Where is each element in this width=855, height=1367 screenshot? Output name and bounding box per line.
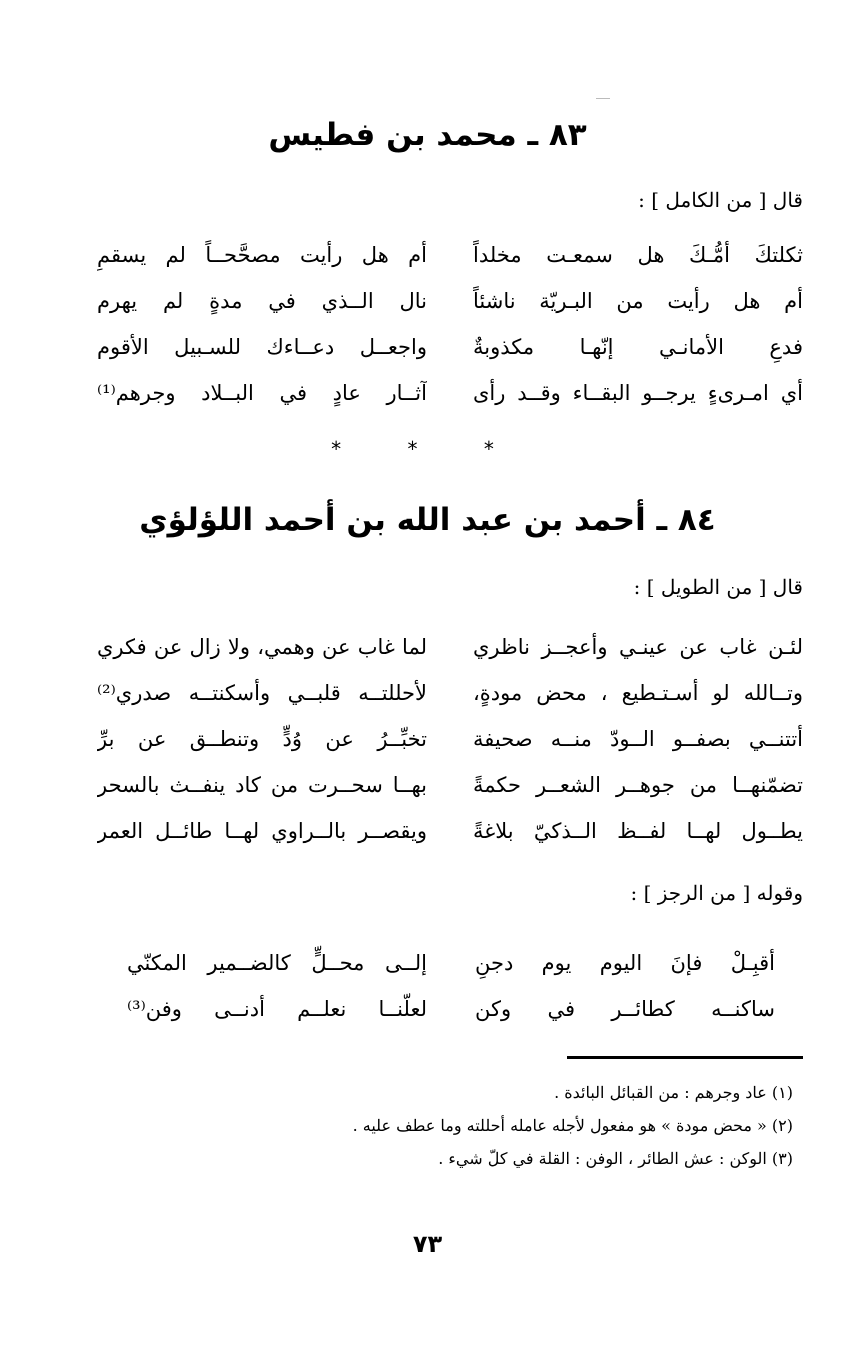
footnote-rule bbox=[567, 1056, 803, 1059]
hemistich-second: واجعــل دعــاءك للسـبيل الأقوم bbox=[97, 335, 427, 359]
section-separator: * * * bbox=[331, 437, 524, 461]
hemistich-first: أتتنــي بصفــو الــودّ منــه صحيفة bbox=[473, 727, 803, 751]
poem-83 bbox=[0, 232, 855, 416]
hemistich-second: تخبِّــرُ عن وُدٍّ وتنطــق عن برِّ bbox=[97, 727, 427, 751]
footnote: (٣) الوكن : عش الطائر ، الوفن : القلة في كلّ شيء . bbox=[438, 1149, 793, 1168]
hemistich-first: وتــالله لو أسـتـطيع ، محض مودةٍ، bbox=[473, 681, 803, 705]
footnote: (٢) « محض مودة » هو مفعول لأجله عامله أحللته وما عطف عليه . bbox=[352, 1116, 793, 1135]
verse bbox=[0, 324, 855, 370]
top-mark bbox=[596, 98, 610, 99]
verse bbox=[0, 986, 855, 1032]
hemistich-second: لما غاب عن وهمي، ولا زال عن فكري bbox=[97, 635, 427, 659]
verse bbox=[0, 370, 855, 416]
hemistich-second: أم هل رأيت مصحَّحــاً لم يسقمِ bbox=[97, 243, 427, 267]
hemistich-second: بهــا سحــرت من كاد ينفــث بالسحر bbox=[97, 773, 427, 797]
verse bbox=[0, 624, 855, 670]
verse bbox=[0, 670, 855, 716]
hemistich-second: نال الــذي في مدةٍ لم يهرم bbox=[97, 289, 427, 313]
hemistich-second: إلــى محــلٍّ كالضــمير المكنّي bbox=[127, 951, 427, 975]
hemistich-second: لعلّنــا نعلــم أدنــى وفن⁽³⁾ bbox=[127, 997, 427, 1021]
page-number: ٧٣ bbox=[412, 1230, 443, 1258]
hemistich-second: ويقصــر بالــراوي لهــا طائــل العمر bbox=[97, 819, 427, 843]
verse bbox=[0, 940, 855, 986]
hemistich-first: لئـن غاب عن عينـي وأعجــز ناظري bbox=[473, 635, 803, 659]
poem-84-rajaz bbox=[0, 940, 855, 1032]
poem-84-tawil bbox=[0, 624, 855, 854]
verse bbox=[0, 716, 855, 762]
hemistich-first: ثكلتكَ أمُّـكَ هل سمعـت مخلداً bbox=[473, 243, 803, 267]
section-heading-83: ٨٣ ـ محمد بن فطيس bbox=[268, 117, 587, 153]
meter-intro-kamil: قال [ من الكامل ] : bbox=[638, 188, 803, 212]
hemistich-second: لأحللتــه قلبــي وأسكنتــه صدري⁽²⁾ bbox=[97, 681, 427, 705]
hemistich-first: أي امـرىءٍ يرجــو البقــاء وقــد رأى bbox=[473, 381, 803, 405]
verse bbox=[0, 762, 855, 808]
verse bbox=[0, 808, 855, 854]
hemistich-first: يطــول لهــا لفــظ الــذكيّ بلاغةً bbox=[473, 819, 803, 843]
verse bbox=[0, 278, 855, 324]
footnote: (١) عاد وجرهم : من القبائل البائدة . bbox=[554, 1083, 793, 1102]
verse bbox=[0, 232, 855, 278]
section-heading-84: ٨٤ ـ أحمد بن عبد الله بن أحمد اللؤلؤي bbox=[139, 502, 716, 538]
hemistich-first: أم هل رأيت من البـريّة ناشئاً bbox=[473, 289, 803, 313]
hemistich-first: فدعِ الأمانـي إنّهـا مكذوبةٌ bbox=[473, 335, 803, 359]
footnotes bbox=[93, 1076, 793, 1175]
hemistich-first: تضمّنهــا من جوهــر الشعــر حكمةً bbox=[473, 773, 803, 797]
hemistich-first: أقبِـلْ فإنَ اليوم يوم دجنِ bbox=[475, 951, 775, 975]
hemistich-first: ساكنــه كطائــر في وكن bbox=[475, 997, 775, 1021]
meter-intro-tawil: قال [ من الطويل ] : bbox=[633, 575, 803, 599]
meter-intro-rajaz: وقوله [ من الرجز ] : bbox=[630, 881, 803, 905]
hemistich-second: آثــار عادٍ في البــلاد وجرهم⁽¹⁾ bbox=[97, 381, 427, 405]
